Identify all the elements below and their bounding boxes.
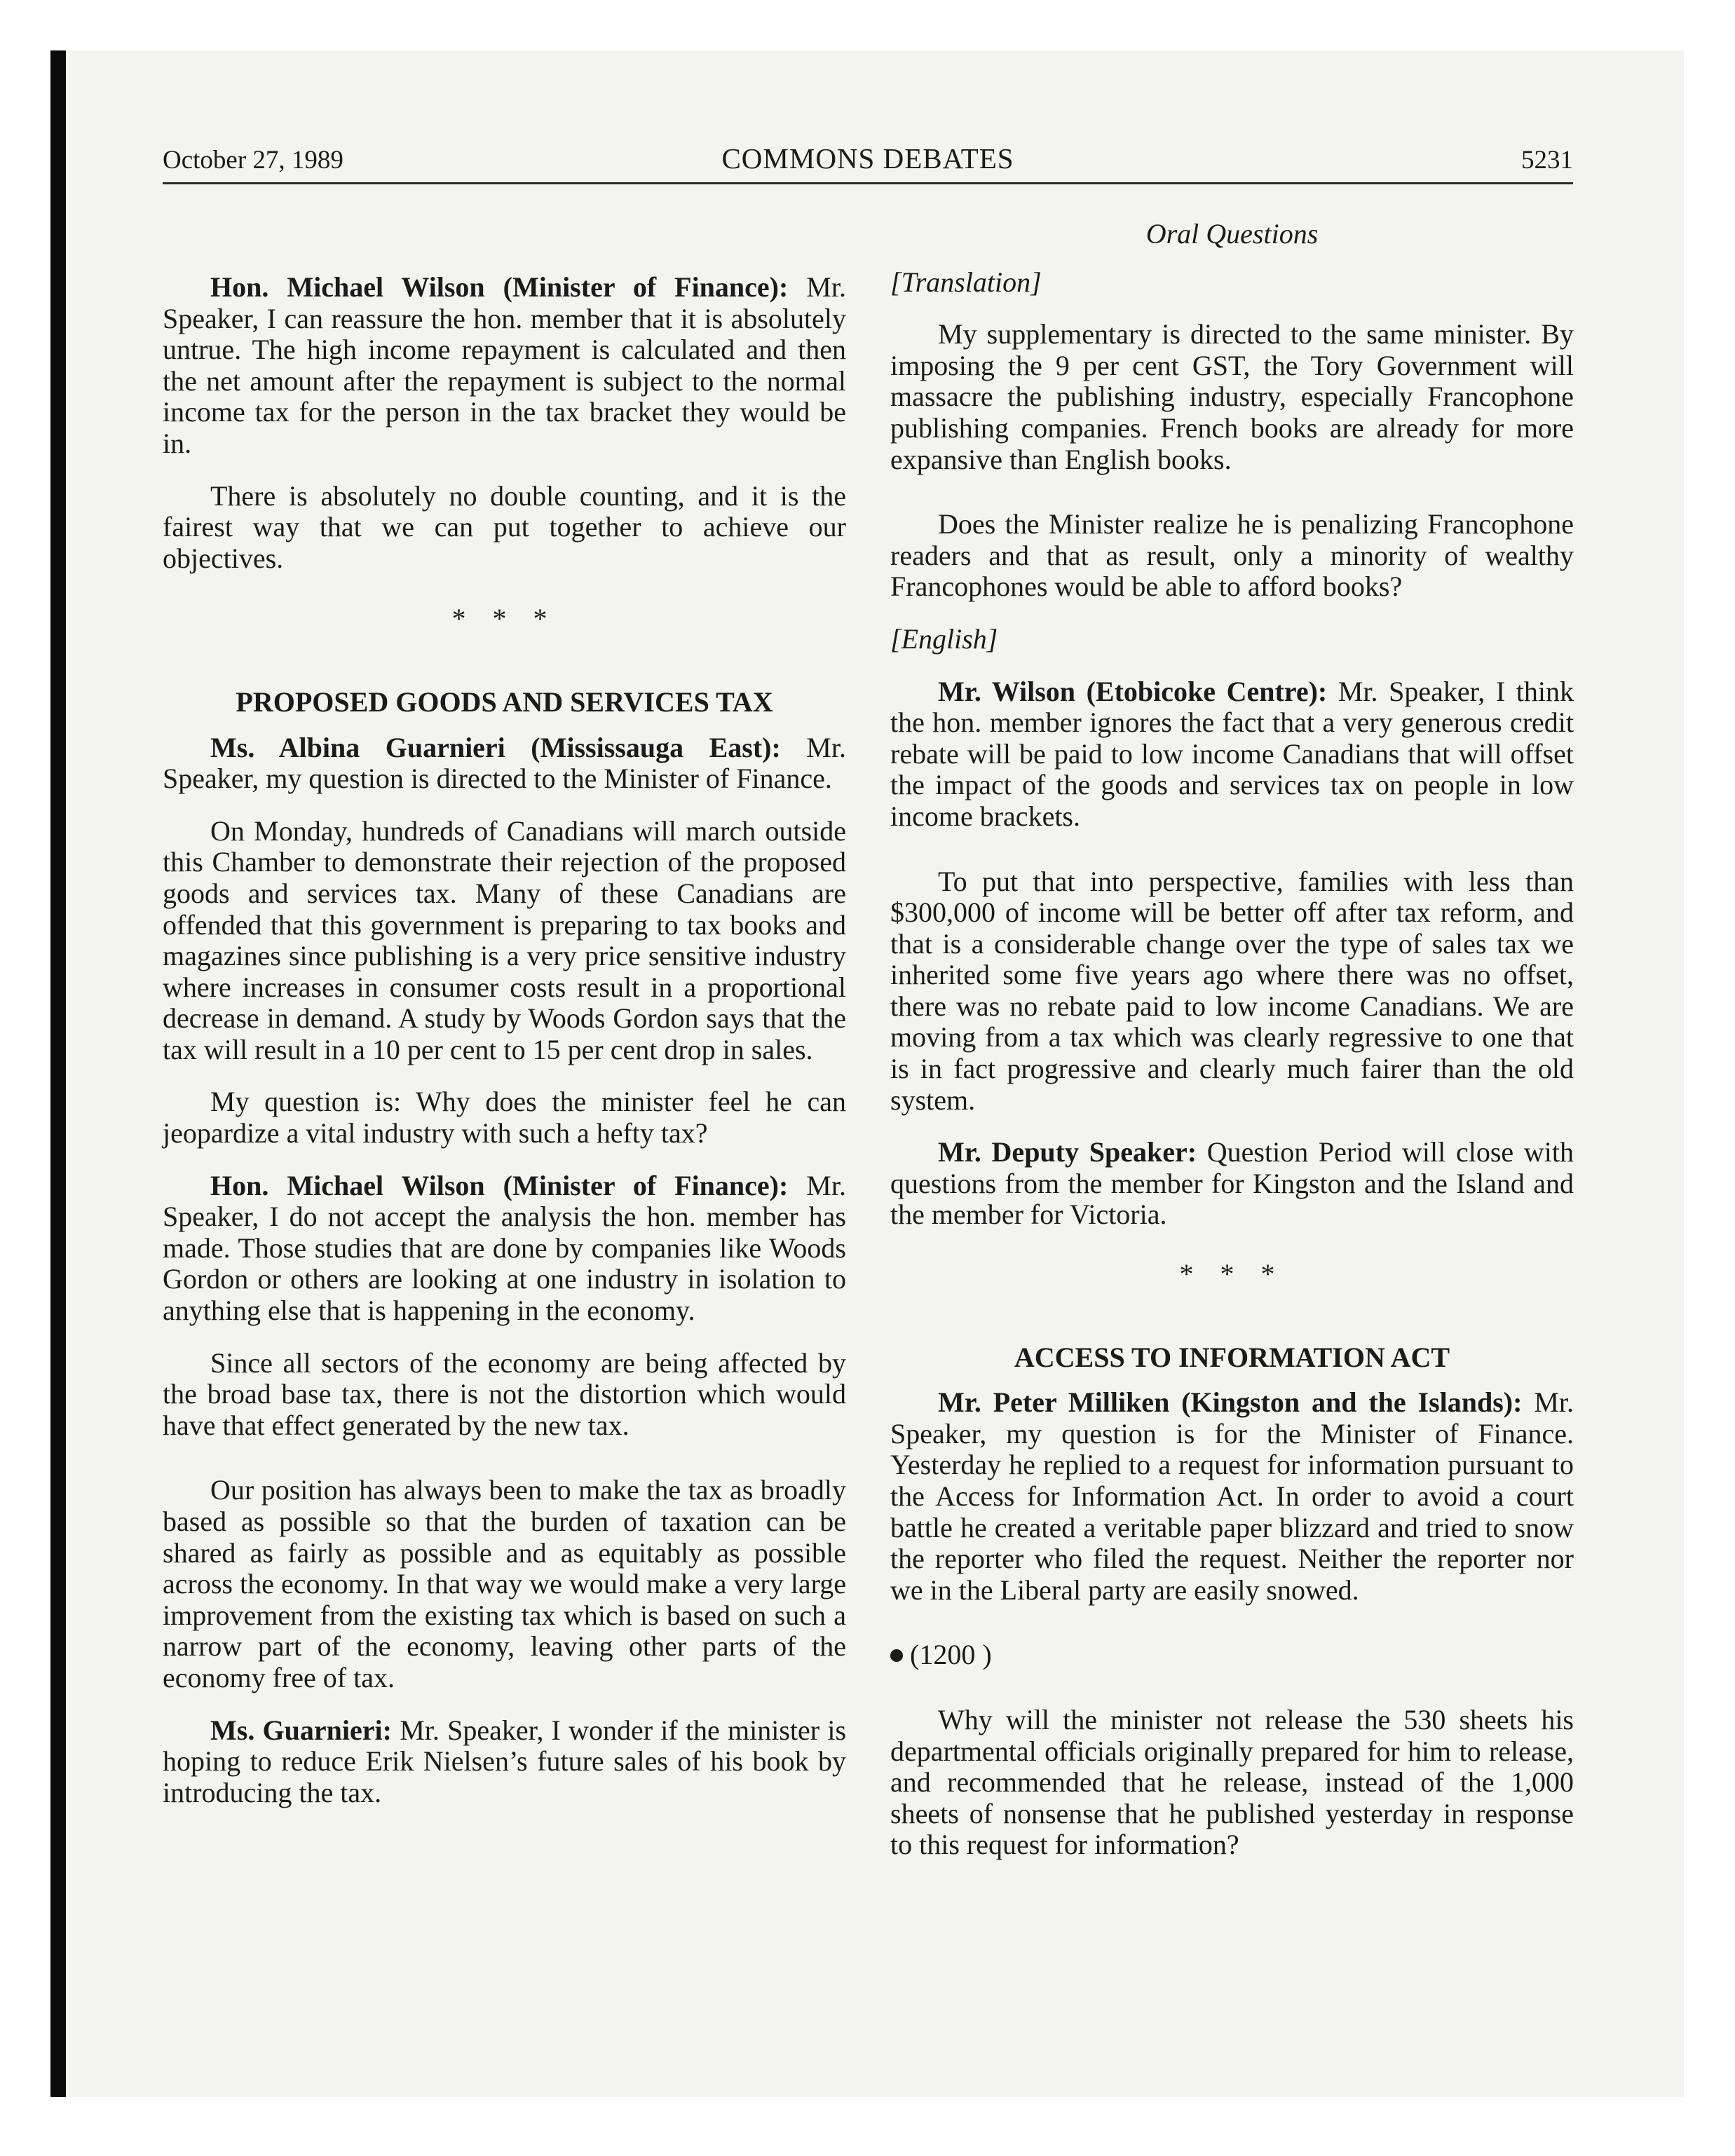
header-publication: COMMONS DEBATES: [721, 142, 1014, 175]
speaker-name: Ms. Guarnieri:: [210, 1714, 392, 1746]
speaker-name: Mr. Deputy Speaker:: [938, 1136, 1197, 1168]
paragraph-text: Mr. Speaker, I do not accept the analysis the hon. member has made. Those studies that are done by companies like Woods Gordon or others are looking at one industry in isolation to anything else that is happening in the economy.: [163, 1169, 846, 1327]
paragraph: [163, 1171, 846, 1327]
paragraph: [163, 272, 846, 460]
bullet-icon: [890, 1649, 903, 1662]
paragraph: Our position has always been to make the tax as broadly based as possible so that the burden of taxation can be shared as fairly as possible and as equitably as possible across the economy. In that way we would make a very large improvement from the existing tax which is based on such a narrow part of the economy, leaving other parts of the economy free of tax.: [163, 1474, 846, 1693]
paragraph: [163, 1715, 846, 1809]
header-page-number: 5231: [1521, 146, 1573, 175]
section-title: Oral Questions: [1145, 218, 1319, 250]
paragraph: [890, 1387, 1574, 1606]
header-date: October 27, 1989: [163, 146, 343, 175]
paragraph: My supplementary is directed to the same minister. By imposing the 9 per cent GST, the Tory Government will massacre the publishing industry, especially Francophone publishing companies. French books are already for more expansive than English books.: [890, 318, 1574, 475]
language-tag: [Translation]: [890, 266, 1042, 298]
binding-edge: [50, 50, 66, 2097]
section-heading: PROPOSED GOODS AND SERVICES TAX: [236, 685, 773, 718]
section-separator: * * *: [451, 603, 557, 635]
paragraph: [890, 676, 1574, 833]
paragraph: Why will the minister not release the 530 sheets his departmental officials originally prepared for him to release, and recommended that he release, instead of the 1,000 sheets of nonsense that he published yesterday in response to this request for information?: [890, 1703, 1574, 1861]
paragraph-text: Mr. Speaker, my question is directed to the Minister of Finance.: [163, 731, 846, 795]
paragraph-text: Mr. Speaker, I wonder if the minister is hoping to reduce Erik Nielsen’s future sales of his book by introducing the tax.: [163, 1714, 847, 1808]
speaker-name: Ms. Albina Guarnieri (Mississauga East):: [210, 731, 781, 763]
language-tag: [English]: [890, 622, 998, 655]
right-column: [890, 219, 1574, 1861]
paragraph: On Monday, hundreds of Canadians will march outside this Chamber to demonstrate their rejection of the proposed goods and services tax. Many of these Canadians are offended that this government is preparing to tax books and magazines since publishing is a very price sensitive industry where increases in consumer costs result in a proportional decrease in demand. A study by Woods Gordon says that the tax will result in a 10 per cent to 15 per cent drop in sales.: [163, 814, 846, 1065]
paragraph: My question is: Why does the minister feel he can jeopardize a vital industry with such a hefty tax?: [163, 1086, 846, 1149]
section-separator: * * *: [1179, 1258, 1285, 1290]
speaker-name: Mr. Peter Milliken (Kingston and the Islands):: [938, 1386, 1523, 1419]
paragraph: There is absolutely no double counting, and it is the fairest way that we can put together to achieve our objectives.: [163, 479, 846, 574]
speaker-name: Hon. Michael Wilson (Minister of Finance):: [210, 271, 789, 303]
paragraph: [163, 732, 846, 795]
speaker-name: Hon. Michael Wilson (Minister of Finance):: [210, 1169, 789, 1201]
paragraph-text: Mr. Speaker, I can reassure the hon. member that it is absolutely untrue. The high income repayment is calculated and then the net amount after the repayment is subject to the normal income tax for the person in the tax bracket they would be in.: [163, 271, 846, 459]
speaker-name: Mr. Wilson (Etobicoke Centre):: [938, 675, 1328, 707]
paragraph-text: Mr. Speaker, I think the hon. member ignores the fact that a very generous credit rebate will be paid to low income Canadians that will offset the impact of the goods and services tax on people in low income brackets.: [890, 675, 1574, 832]
paragraph: To put that into perspective, families with less than $300,000 of income will be better off after tax reform, and that is a considerable change over the type of sales tax we inherited some five years ago where there was no offset, there was no rebate paid to low income Canadians. We are moving from a tax which was clearly regressive to one that is in fact progressive and clearly much fairer than the old system.: [890, 865, 1574, 1116]
page-header: [163, 140, 1573, 184]
paragraph: Does the Minister realize he is penalizing Francophone readers and that as result, only a minority of wealthy Francophones would be able to afford books?: [890, 508, 1574, 603]
paragraph: Since all sectors of the economy are being affected by the broad base tax, there is not the distortion which would have that effect generated by the new tax.: [163, 1346, 846, 1441]
paragraph-text: Question Period will close with questions from the member for Kingston and the Island and the member for Victoria.: [890, 1136, 1574, 1231]
left-column: [163, 219, 846, 1808]
paragraph-text: Mr. Speaker, my question is for the Minister of Finance. Yesterday he replied to a request for information pursuant to the Access for Information Act. In order to avoid a court battle he created a veritable paper blizzard and tried to snow the reporter who filed the request. Neither the reporter nor we in the Liberal party are easily snowed.: [890, 1386, 1574, 1606]
section-heading: ACCESS TO INFORMATION ACT: [1014, 1341, 1450, 1373]
paragraph: [890, 1137, 1574, 1231]
timestamp-text: (1200 ): [910, 1639, 992, 1671]
timestamp: [890, 1639, 1574, 1671]
